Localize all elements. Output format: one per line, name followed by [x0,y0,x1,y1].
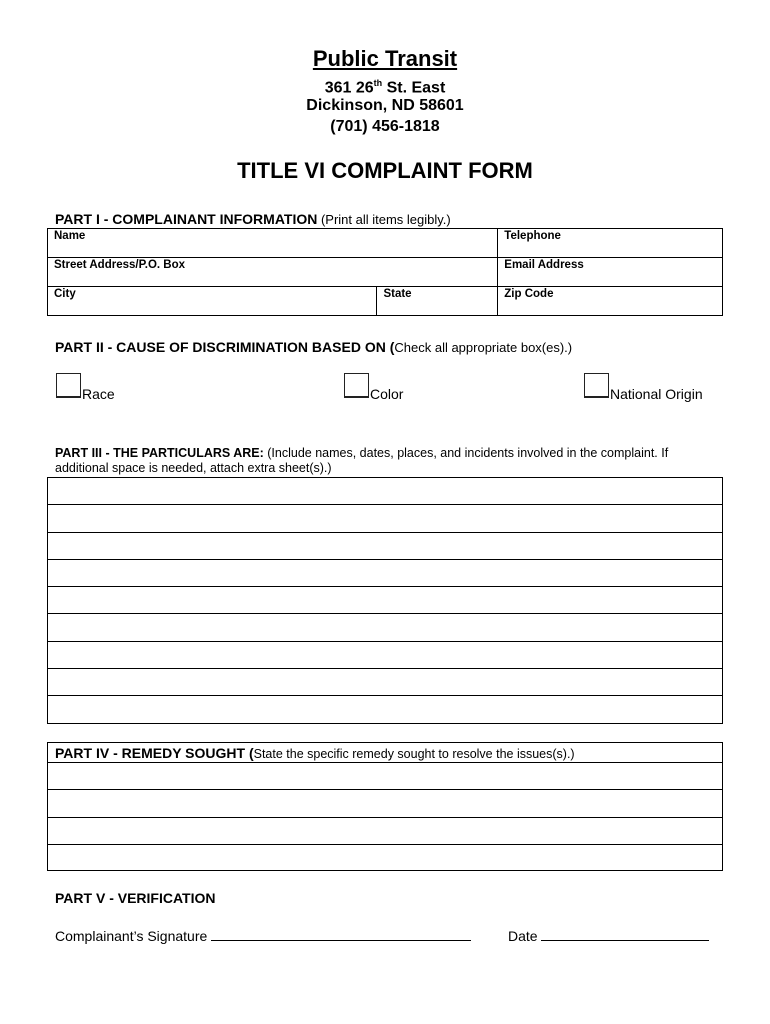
race-checkbox[interactable] [56,373,81,398]
particulars-line[interactable] [48,669,722,696]
particulars-line[interactable] [48,696,722,723]
phone-number: (701) 456-1818 [330,118,440,135]
complainant-info-table [47,228,723,316]
remedy-line[interactable] [48,845,722,870]
part1-heading: PART I - COMPLAINANT INFORMATION (Print all items legibly.) [55,211,451,227]
form-title: TITLE VI COMPLAINT FORM [237,158,533,183]
particulars-lines[interactable] [47,477,723,724]
color-label: Color [370,386,404,402]
city-address: Dickinson, ND 58601 [306,97,464,114]
race-label: Race [82,386,115,402]
street-address: 361 26th St. East [324,78,446,97]
date-blank[interactable] [541,926,709,941]
zip-code-field[interactable]: Zip Code [498,287,723,316]
color-checkbox[interactable] [344,373,369,398]
date-line[interactable]: Date [508,926,709,944]
part3-heading: PART III - THE PARTICULARS ARE: (Include names, dates, places, and incidents involved in the complaint. If additional space is needed, attach extra sheet(s).) [55,446,669,475]
street-address-field[interactable]: Street Address/P.O. Box [48,258,498,287]
city-field[interactable]: City [48,287,377,316]
part4-heading: PART IV - REMEDY SOUGHT (State the specific remedy sought to resolve the issues(s).) [48,743,722,763]
state-field[interactable]: State [377,287,498,316]
particulars-line[interactable] [48,533,722,560]
signature-line[interactable]: Complainant’s Signature [55,926,471,944]
organization-name: Public Transit [312,46,458,71]
particulars-line[interactable] [48,478,722,505]
name-field[interactable]: Name [48,229,498,258]
part2-heading: PART II - CAUSE OF DISCRIMINATION BASED ON (Check all appropriate box(es).) [55,339,573,355]
telephone-field[interactable]: Telephone [498,229,723,258]
email-field[interactable]: Email Address [498,258,723,287]
particulars-line[interactable] [48,642,722,669]
particulars-line[interactable] [48,587,722,614]
national-origin-label: National Origin [610,386,703,402]
national-origin-checkbox[interactable] [584,373,609,398]
remedy-box [47,742,723,871]
signature-blank[interactable] [211,926,471,941]
remedy-line[interactable] [48,818,722,845]
particulars-line[interactable] [48,505,722,532]
remedy-line[interactable] [48,763,722,790]
remedy-line[interactable] [48,790,722,817]
particulars-line[interactable] [48,614,722,641]
part5-heading: PART V - VERIFICATION [55,890,216,906]
particulars-line[interactable] [48,560,722,587]
